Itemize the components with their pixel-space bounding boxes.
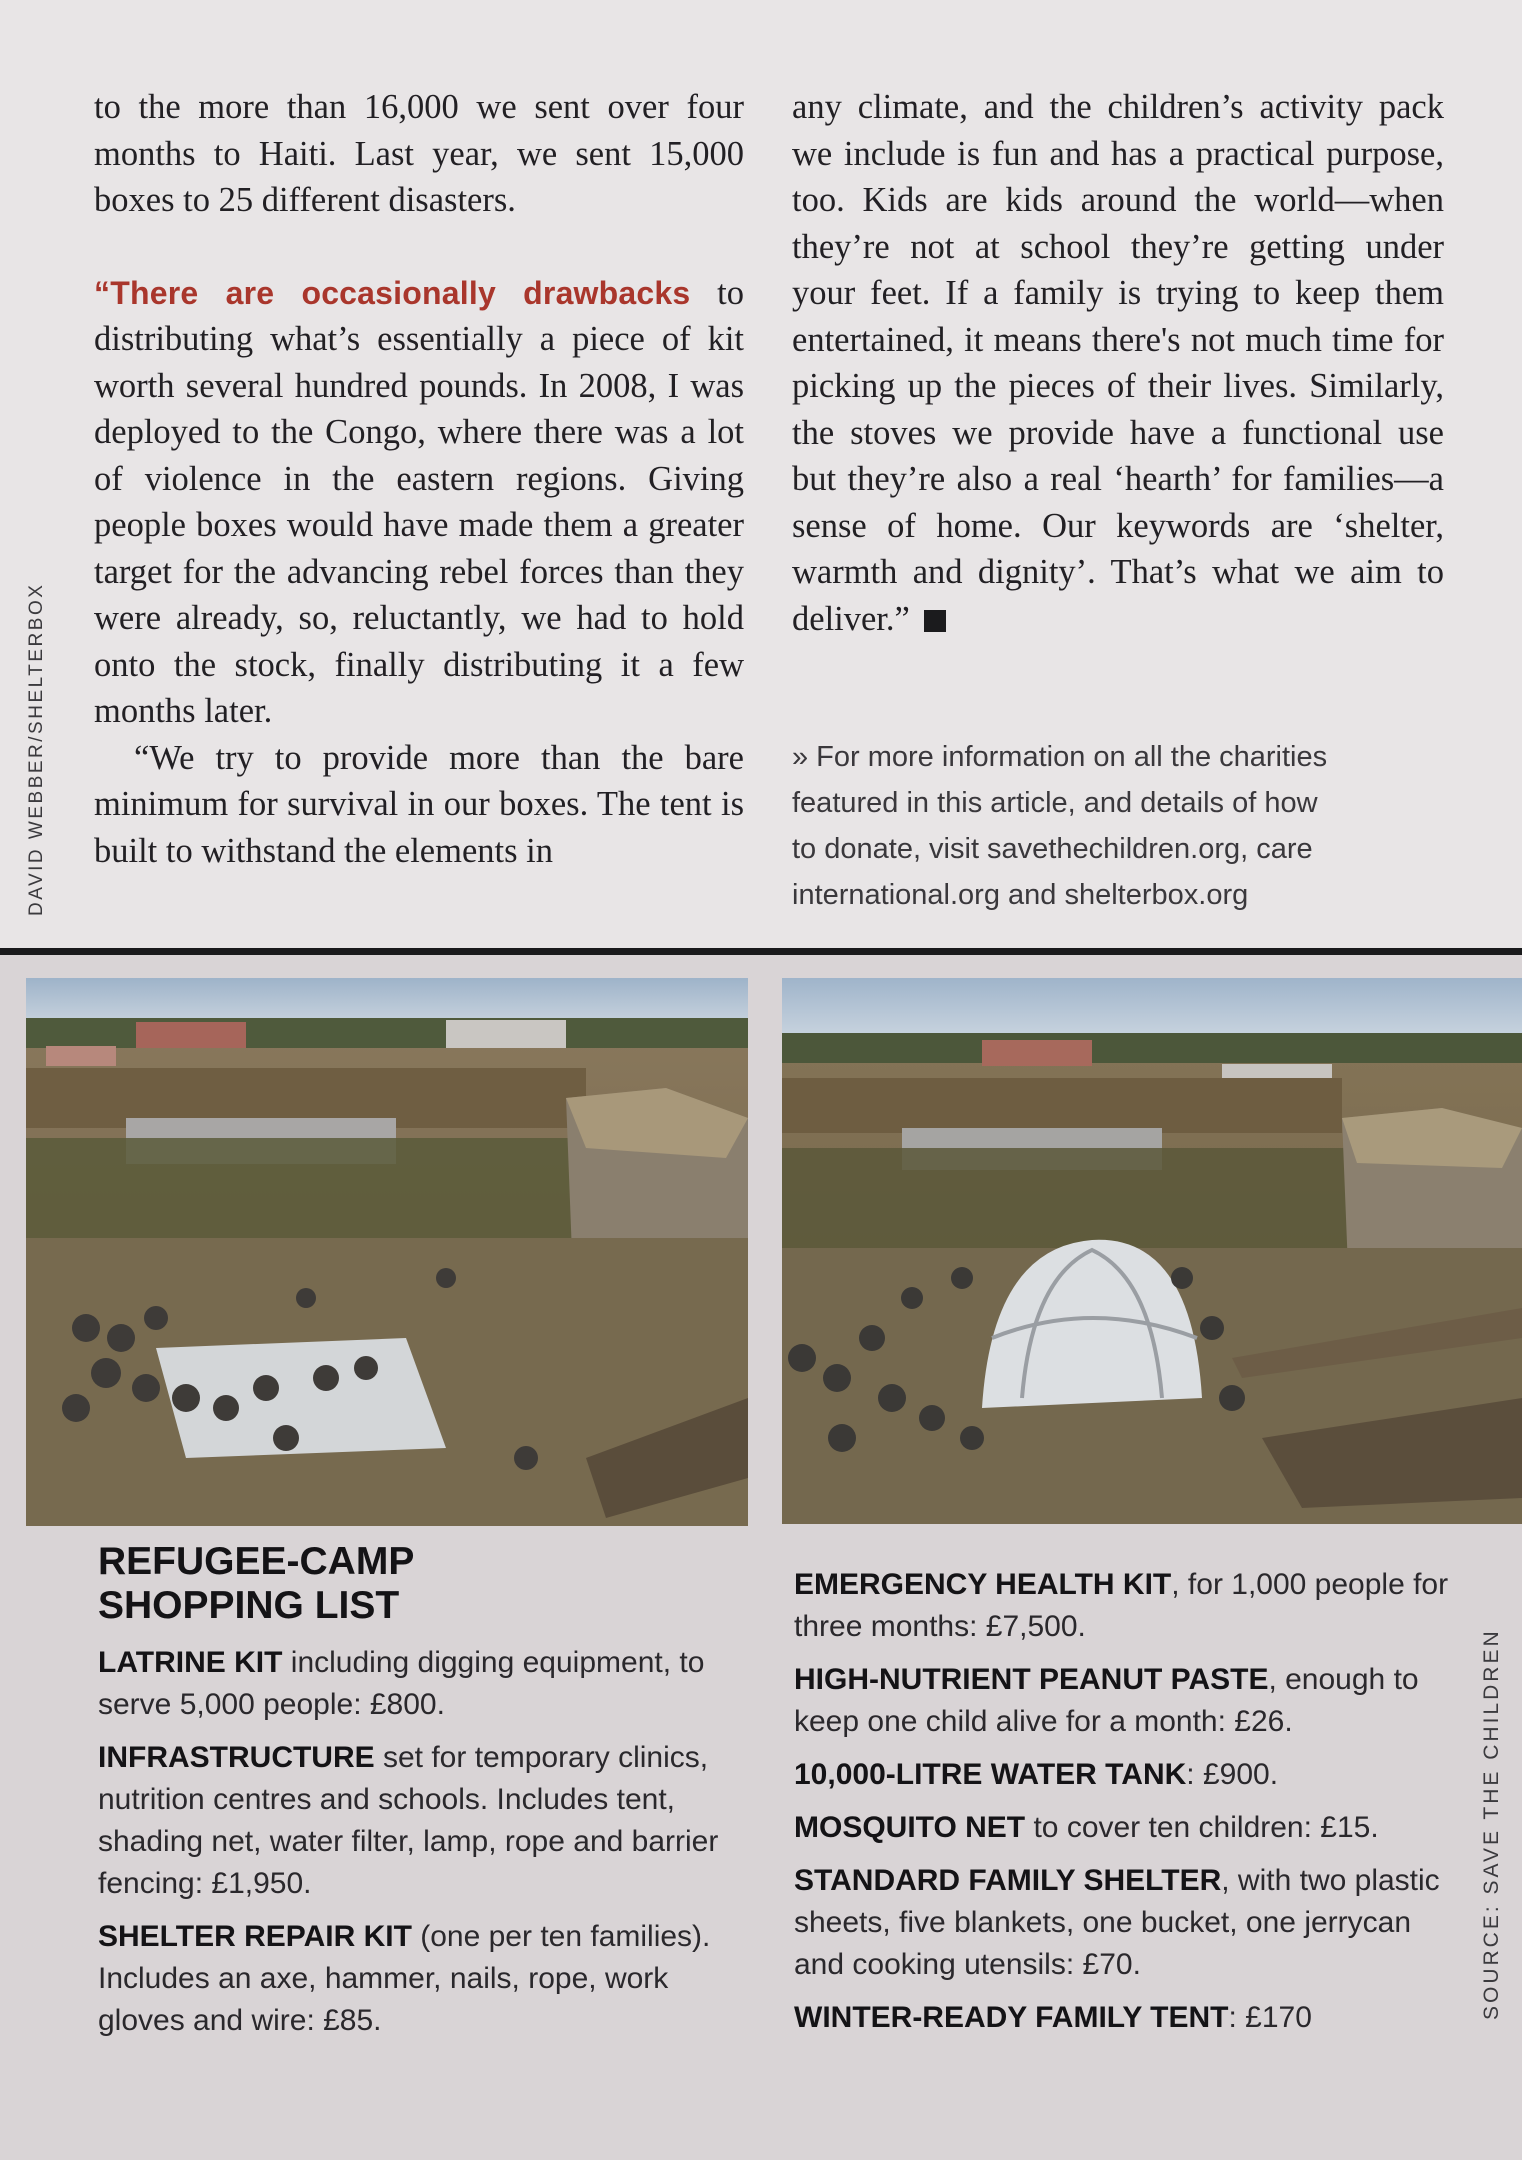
list-item-desc: : £900. xyxy=(1186,1758,1279,1791)
article-paragraph: “We try to provide more than the bare minimum for survival in our boxes. The tent is built to withstand the elements in xyxy=(94,738,744,870)
photo-tent-unpacking-image xyxy=(26,978,748,1526)
more-info-line: » For more information on all the charities xyxy=(792,741,1328,773)
source-credit-text: SOURCE: SAVE THE CHILDREN xyxy=(1480,1628,1503,2020)
list-item xyxy=(794,1860,1454,1986)
list-item-name: INFRASTRUCTURE xyxy=(98,1741,375,1774)
article-paragraph-text: to distributing what’s essentially a piece of kit worth several hundred pounds. In 2008, I was deployed to the Congo, where there was a lot of violence in the eastern regions. Giving people boxes would have made them a greater target for the advancing rebel forces than they were already, so, reluctantly, we had to hold onto the stock, finally distributing it a few months later. xyxy=(94,273,744,730)
list-item-desc: to cover ten children: £15. xyxy=(1025,1811,1379,1844)
list-item xyxy=(98,1737,748,1905)
article-right-column xyxy=(792,84,1444,642)
list-item xyxy=(794,1997,1454,2039)
list-item-desc: , enough to keep one child alive for a month: £26. xyxy=(794,1663,1419,1738)
list-item-name: SHELTER REPAIR KIT xyxy=(98,1920,412,1953)
article-paragraph: to the more than 16,000 we sent over four months to Haiti. Last year, we sent 15,000 boxes to 25 different disasters. xyxy=(94,88,744,219)
list-item xyxy=(794,1659,1454,1743)
list-item xyxy=(98,1642,748,1726)
shopping-list-title-line: SHOPPING LIST xyxy=(98,1584,400,1627)
photo-tent-unpacking xyxy=(26,978,748,1526)
list-item-name: HIGH-NUTRIENT PEANUT PASTE xyxy=(794,1663,1269,1696)
shopping-list-left xyxy=(98,1540,748,2053)
photo-credit-text: DAVID WEBBER/SHELTERBOX xyxy=(26,582,47,916)
photo-tent-assembled xyxy=(782,978,1522,1524)
photo-tent-assembled-image xyxy=(782,978,1522,1524)
list-item-desc: set for temporary clinics, nutrition centres and schools. Includes tent, shading net, water filter, lamp, rope and barrier fencing: £1,950. xyxy=(98,1741,719,1900)
list-item-name: 10,000-LITRE WATER TANK xyxy=(794,1758,1187,1791)
more-info-line: to donate, visit savethechildren.org, care xyxy=(792,833,1313,865)
more-info-line: international.org and shelterbox.org xyxy=(792,879,1249,911)
list-item xyxy=(98,1916,748,2042)
list-item-name: WINTER-READY FAMILY TENT xyxy=(794,2001,1229,2034)
article-paragraph xyxy=(94,270,744,735)
shopping-list-title xyxy=(98,1540,748,1628)
list-item xyxy=(794,1754,1454,1796)
pull-quote-lead: “There are occasionally drawbacks xyxy=(94,274,691,311)
section-divider-rule xyxy=(0,948,1522,955)
article-paragraph-text: any climate, and the children’s activity pack we include is fun and has a practical purpose, too. Kids are kids around the world—when they’re not at school they’re getting under your feet. If a family is trying to keep them entertained, it means there's not much time for picking up the pieces of their lives. Similarly, the stoves we provide have a functional use but they’re also a real ‘hearth’ for families—a sense of home. Our keywords are ‘shelter, warmth and dignity’. That’s what we aim to deliver.” xyxy=(792,88,1444,638)
more-information-note xyxy=(792,734,1442,918)
article-left-column xyxy=(94,84,744,874)
end-of-article-square-icon xyxy=(924,610,946,632)
list-item xyxy=(794,1807,1454,1849)
list-item-name: STANDARD FAMILY SHELTER xyxy=(794,1864,1222,1897)
list-item xyxy=(794,1564,1454,1648)
list-item-name: LATRINE KIT xyxy=(98,1646,283,1679)
list-item-name: MOSQUITO NET xyxy=(794,1811,1026,1844)
shopping-list-title-line: REFUGEE-CAMP xyxy=(98,1540,415,1583)
more-info-line: featured in this article, and details of how xyxy=(792,787,1318,819)
article-paragraph xyxy=(792,84,1444,642)
list-item-desc: , for 1,000 people for three months: £7,500. xyxy=(794,1568,1449,1643)
list-item-desc: (one per ten families). Includes an axe, hammer, nails, rope, work gloves and wire: £85. xyxy=(98,1920,711,2037)
list-item-desc: : £170 xyxy=(1228,2001,1312,2034)
source-credit xyxy=(1480,1628,1504,2020)
shopping-list-right xyxy=(794,1564,1454,2050)
list-item-desc: , with two plastic sheets, five blankets, one bucket, one jerrycan and cooking utensils: £70. xyxy=(794,1864,1440,1981)
list-item-name: EMERGENCY HEALTH KIT xyxy=(794,1568,1172,1601)
list-item-desc: including digging equipment, to serve 5,000 people: £800. xyxy=(98,1646,705,1721)
